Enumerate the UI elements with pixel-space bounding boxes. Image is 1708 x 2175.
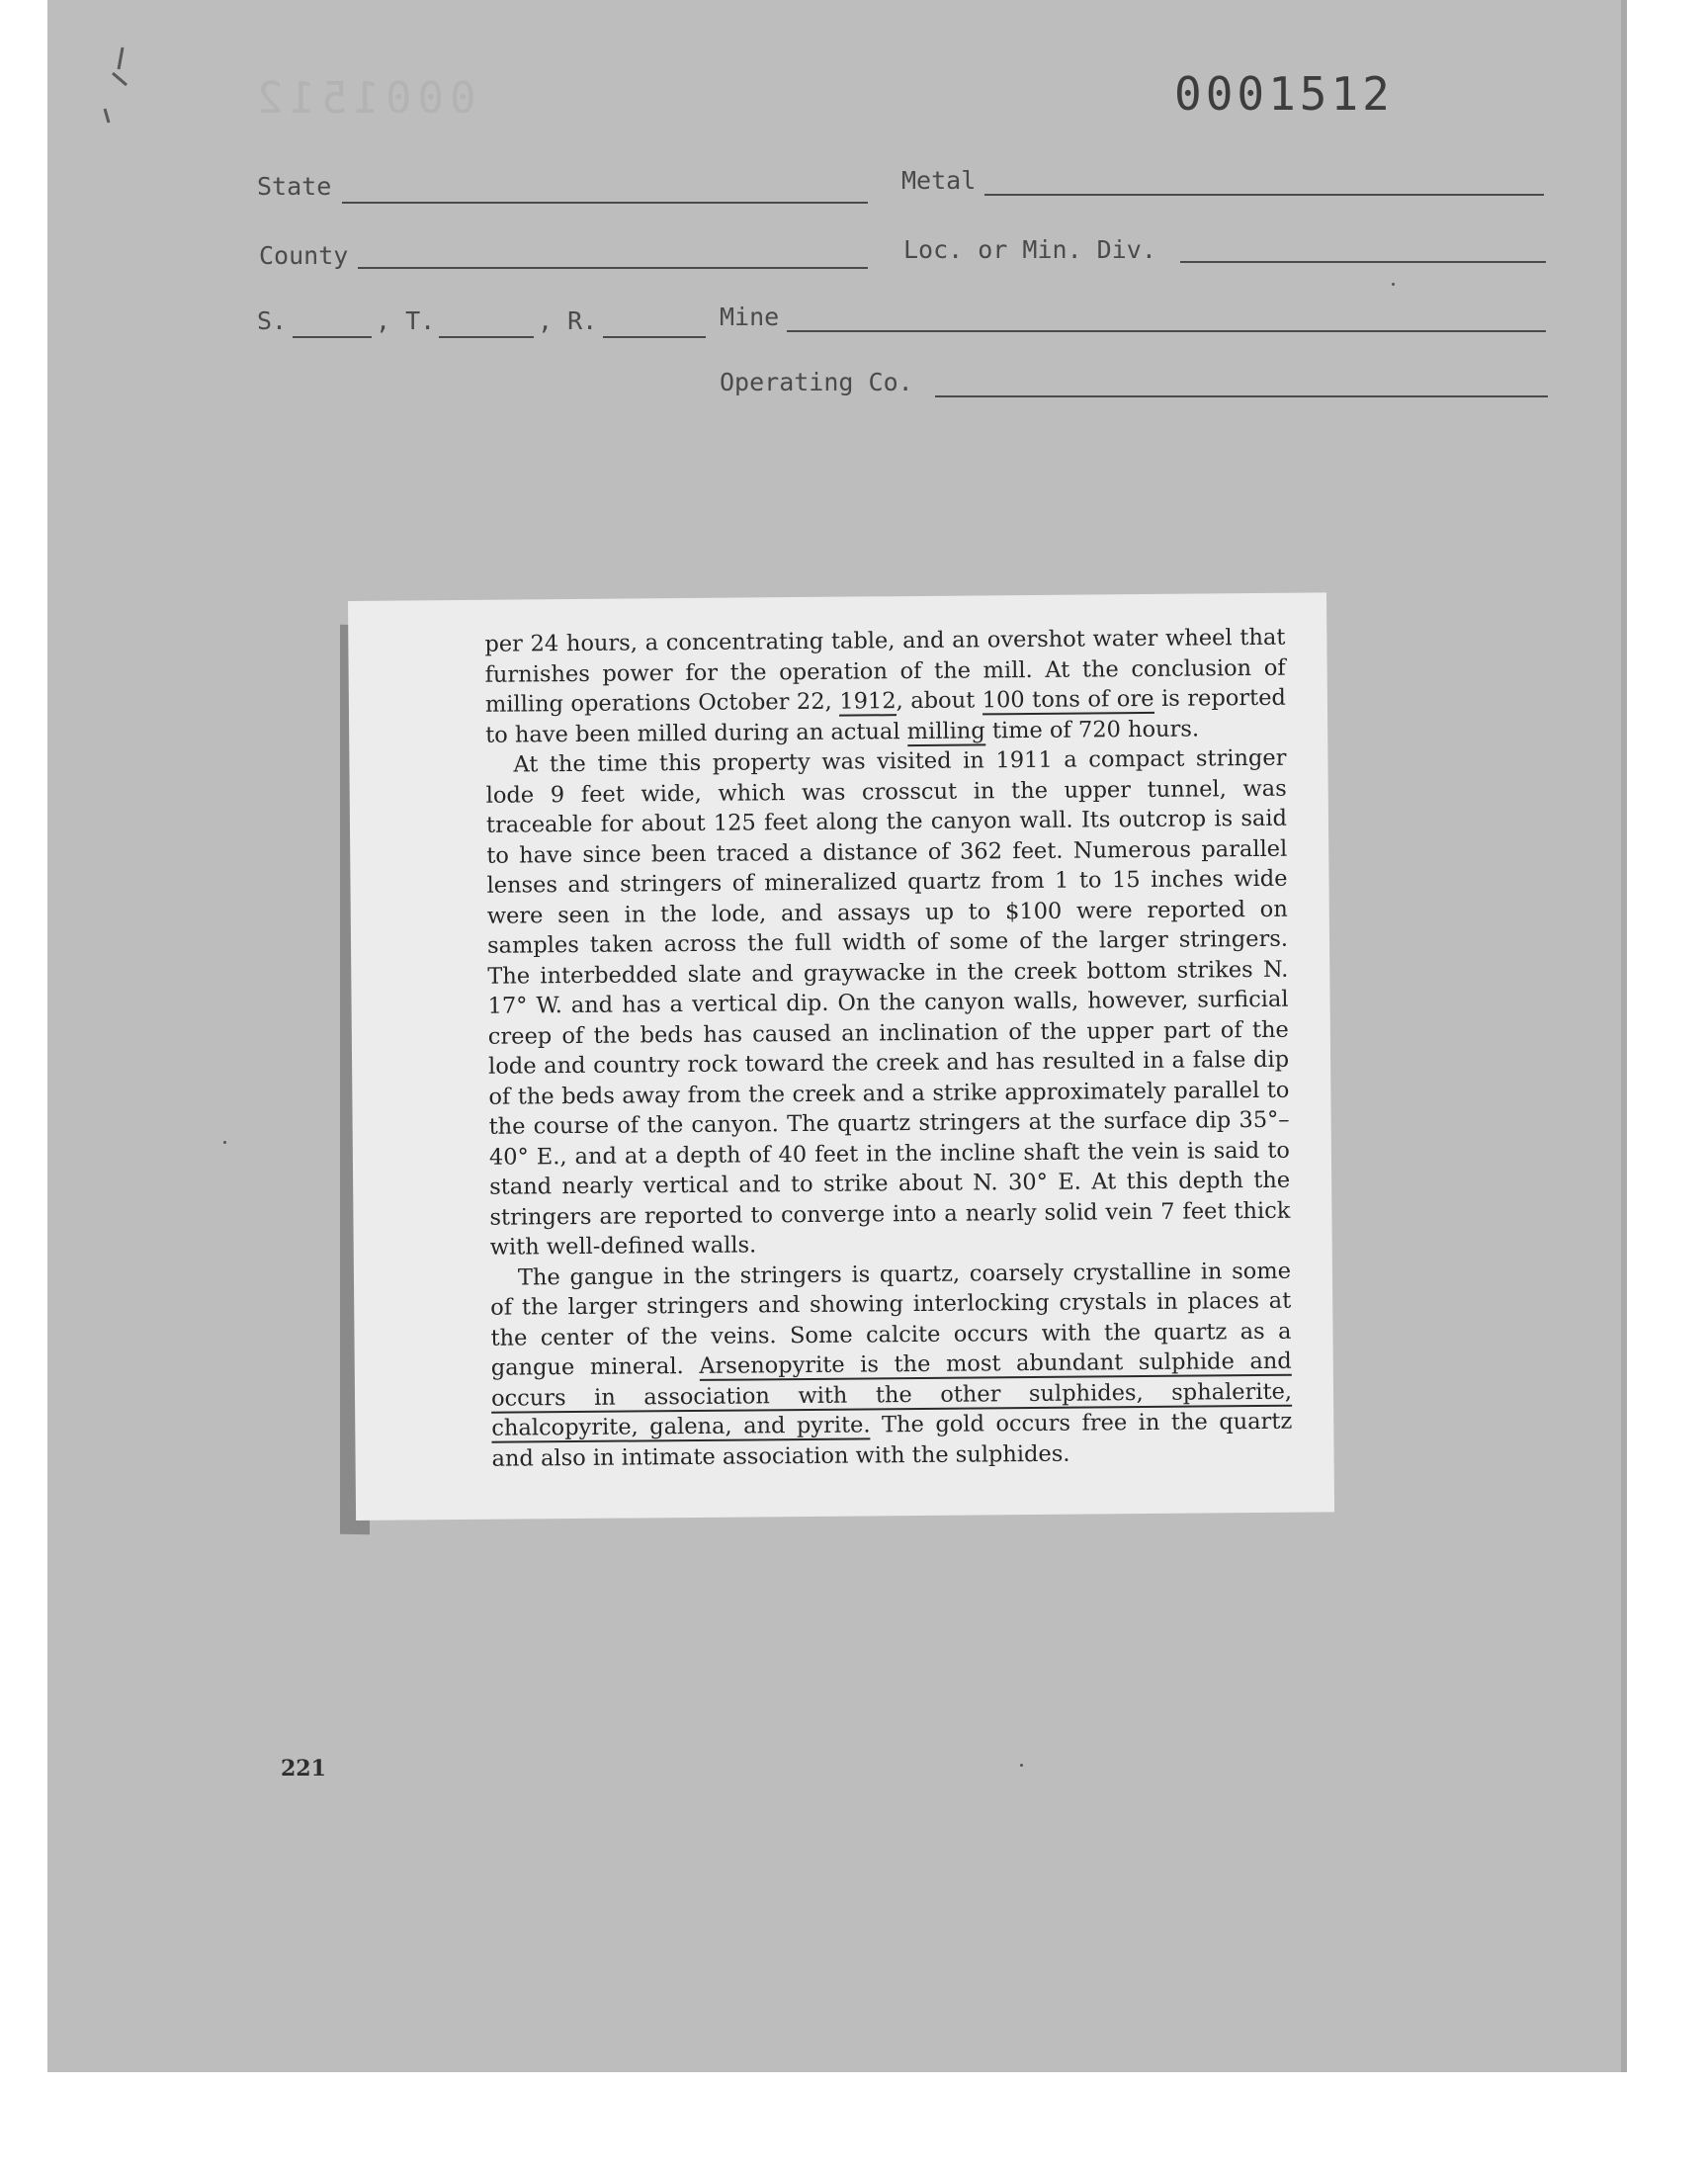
operating-co-field-line [935, 395, 1548, 397]
underlined-year: 1912 [839, 688, 897, 715]
township-field-line [439, 336, 534, 338]
loc-min-div-field-line [1180, 261, 1546, 263]
document-number: 0001512 [1174, 67, 1394, 121]
bleed-through-number: 0001512 [251, 73, 476, 124]
underlined-tonnage: 100 tons of ore [982, 685, 1154, 714]
metal-label: Metal [901, 166, 977, 195]
underlined-milling: milling [906, 717, 985, 744]
township-label: , T. [376, 306, 436, 335]
clipping-paper [348, 592, 1334, 1521]
pencil-mark-icon [83, 40, 142, 129]
scan-speck [223, 1141, 226, 1144]
pasted-clipping [340, 601, 1328, 1526]
scan-speck [1020, 1764, 1023, 1767]
paragraph-1-text: , about [896, 687, 982, 715]
underlined-sulphides-passage: Arsenopyrite is the most abundant sulphide and occurs in association with the other sulphides, sphalerite, chalcopyrite, galena, and pyrite. [490, 1348, 1293, 1441]
mine-label: Mine [720, 303, 780, 331]
metal-field-line [984, 194, 1544, 196]
operating-co-label: Operating Co. [720, 368, 913, 396]
sheet-edge-shadow [1621, 0, 1627, 2072]
county-field-line [358, 267, 868, 269]
paragraph-1-text: is reported to have been milled during an actual [485, 684, 1287, 748]
clipping-text [484, 623, 1292, 1474]
range-label: , R. [538, 306, 598, 335]
paragraph-2: At the time this property was visited in 1911 a compact stringer lode 9 feet wide, which was crosscut in the upper tunnel, was traceable for about 125 feet along the canyon wall. Its outcrop is said to have since been traced a distance of 362 feet. Numerous parallel lenses and stringers of mineralized quartz from 1 to 15 inches wide were seen in the lode, and assays up to $100 were reported on samples taken across the full width of some of the larger stringers. The interbedded slate and graywacke in the creek bottom strikes N. 17° W. and has a vertical dip. On the canyon walls, however, surficial creep of the beds has caused an inclination of the upper part of the lode and country rock toward the creek and has resulted in a false dip of the beds away from the creek and a strike approximately parallel to the course of the canyon. The quartz stringers at the surface dip 35°–40° E., and at a depth of 40 feet in the incline shaft the vein is said to stand nearly vertical and to strike about N. 30° E. At this depth the stringers are reported to converge into a nearly solid vein 7 feet thick with well-defined walls. [485, 744, 1291, 1261]
state-field-line [342, 202, 868, 204]
paragraph-3 [490, 1256, 1293, 1474]
loc-min-div-label: Loc. or Min. Div. [903, 235, 1156, 264]
page-number: 221 [281, 1756, 326, 1782]
county-label: County [259, 241, 349, 270]
paragraph-1-text: per 24 hours, a concentrating table, and an overshot water wheel that furnishes power for the operation of the mill. At the conclusion of milling operations October 22, [484, 624, 1286, 718]
mine-field-line [787, 330, 1546, 332]
scan-speck [1392, 283, 1395, 286]
paragraph-3-text: The gold occurs free in the quartz and also in intimate association with the sulphides. [491, 1408, 1293, 1472]
paragraph-3-text: The gangue in the stringers is quartz, coarsely crystalline in some of the larger stringers and showing interlocking crystals in places at the center of the veins. Some calcite occurs with the quartz as a gangue mineral. [490, 1258, 1292, 1381]
state-label: State [257, 172, 332, 201]
section-label: S. [257, 306, 288, 335]
paragraph-1-text: time of 720 hours. [984, 715, 1200, 743]
range-field-line [603, 336, 706, 338]
section-field-line [293, 336, 372, 338]
paragraph-1 [484, 623, 1286, 750]
